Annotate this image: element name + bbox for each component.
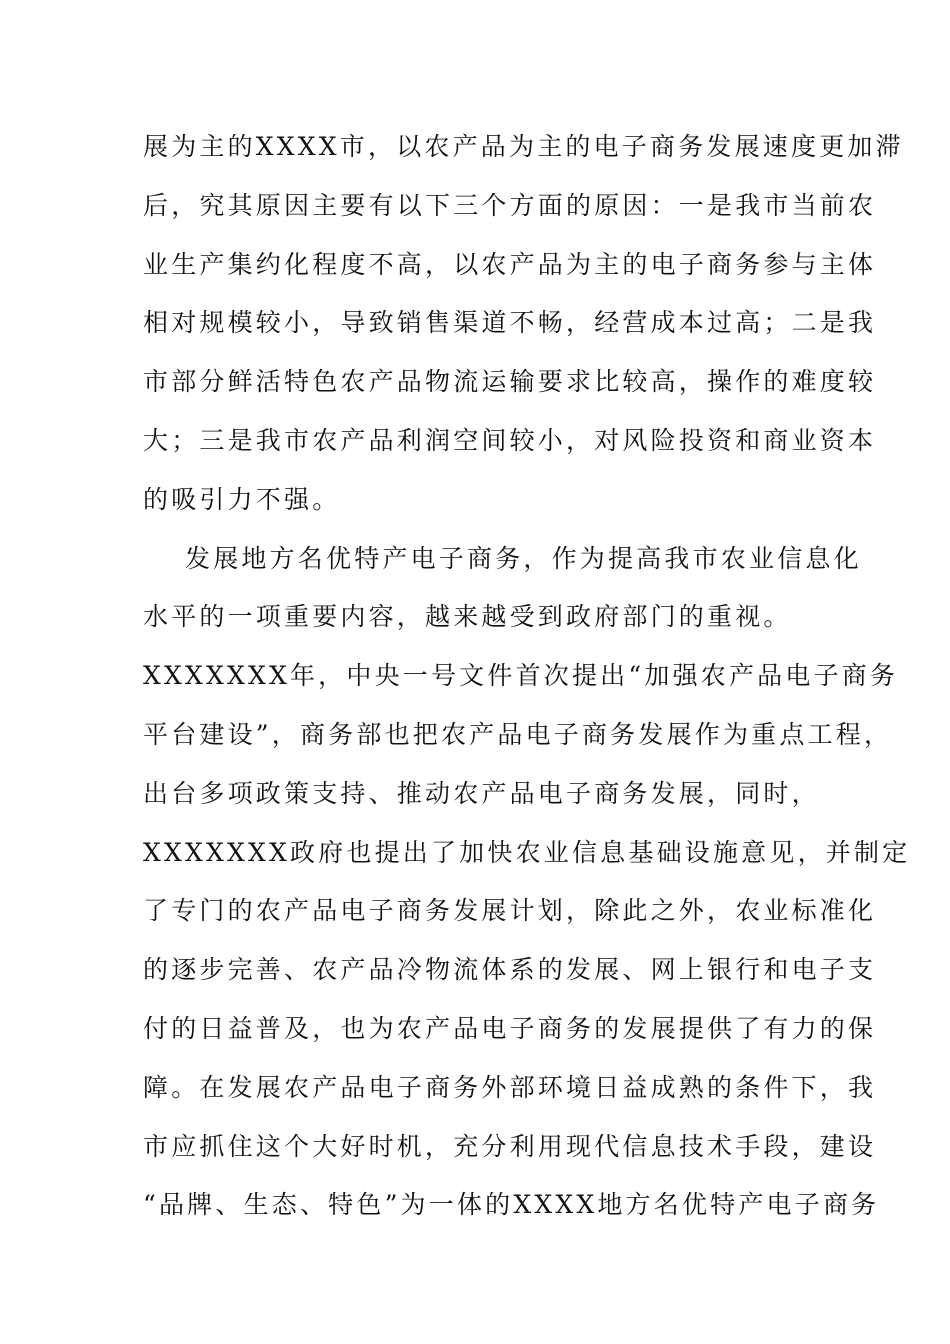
text-line: 大；三是我市农产品利润空间较小，对风险投资和商业资本: [143, 425, 877, 455]
text-line: 市部分鲜活特色农产品物流运输要求比较高，操作的难度较: [143, 367, 877, 397]
text-line: 市应抓住这个大好时机，充分利用现代信息技术手段，建设: [143, 1131, 877, 1161]
text-line: 相对规模较小，导致销售渠道不畅，经营成本过高；二是我: [143, 308, 877, 338]
text-line: 业生产集约化程度不高，以农产品为主的电子商务参与主体: [143, 249, 877, 279]
body-text: [143, 118, 911, 1235]
text-line: 出台多项政策支持、推动农产品电子商务发展，同时，: [143, 778, 820, 808]
text-line: 了专门的农产品电子商务发展计划，除此之外，农业标准化: [143, 896, 877, 926]
text-line: XXXXXXX年，中央一号文件首次提出“加强农产品电子商务: [143, 661, 899, 691]
text-line: 的吸引力不强。: [143, 484, 341, 514]
text-line: 平台建设”，商务部也把农产品电子商务发展作为重点工程，: [143, 719, 893, 749]
text-line: “品牌、生态、特色”为一体的XXXX地方名优特产电子商务: [143, 1190, 880, 1220]
text-line: 付的日益普及，也为农产品电子商务的发展提供了有力的保: [143, 1013, 877, 1043]
text-line: 后，究其原因主要有以下三个方面的原因：一是我市当前农: [143, 190, 877, 220]
text-line: XXXXXXX政府也提出了加快农业信息基础设施意见，并制定: [143, 837, 911, 867]
text-line: 障。在发展农产品电子商务外部环境日益成熟的条件下，我: [143, 1072, 877, 1102]
text-line: 水平的一项重要内容，越来越受到政府部门的重视。: [143, 602, 792, 632]
text-line: 的逐步完善、农产品冷物流体系的发展、网上银行和电子支: [143, 955, 877, 985]
paragraph-first-line: 发展地方名优特产电子商务，作为提高我市农业信息化: [185, 543, 862, 573]
text-line: 展为主的XXXX市，以农产品为主的电子商务发展速度更加滞: [143, 132, 904, 161]
